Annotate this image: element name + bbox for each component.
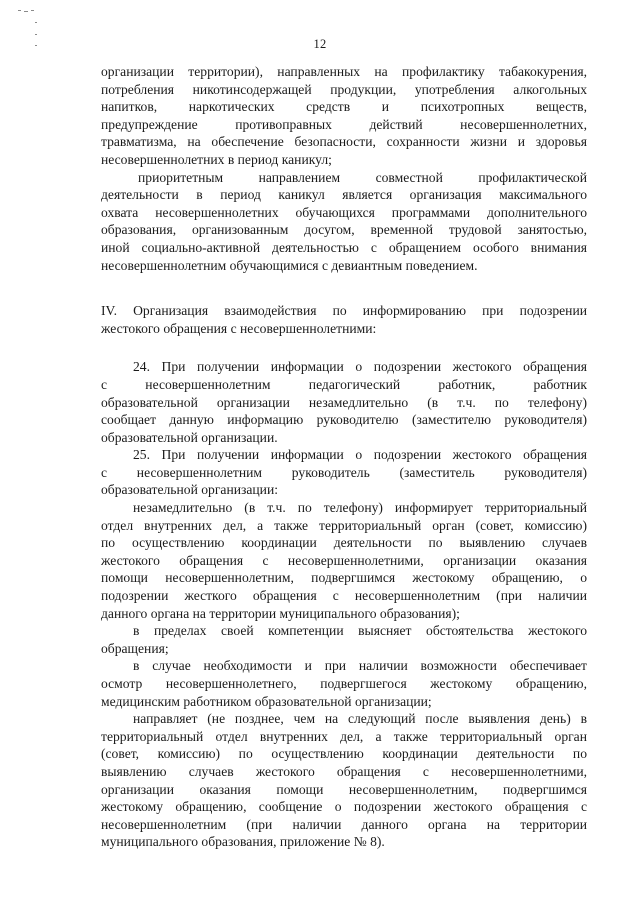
paragraph-25-clarify bbox=[101, 622, 587, 657]
text-line: жестокого обращения с несовершеннолетними, организации оказания bbox=[101, 552, 587, 568]
text-line: по осуществлению координации деятельности по выявлению случаев bbox=[101, 535, 587, 551]
paragraph-priority-direction bbox=[101, 169, 587, 275]
paragraph-prevention-activities bbox=[101, 63, 587, 169]
text-line: образовательной организации: bbox=[101, 482, 279, 498]
text-line: данного органа на территории муниципального образования); bbox=[101, 605, 460, 621]
text-line: осмотр несовершеннолетнего, подвергшегося жестокому обращению, bbox=[101, 676, 587, 691]
text-line: отдел внутренних дел, а также территориальный орган (совет, комиссию) bbox=[101, 517, 587, 533]
text-line: медицинским работником образовательной организации; bbox=[101, 693, 432, 709]
text-line: (совет, комиссию) по осуществлению координации деятельности по bbox=[101, 746, 587, 762]
text-line: несовершеннолетним (при наличии данного органа на территории bbox=[101, 816, 587, 832]
text-line: образовательной организации. bbox=[101, 429, 278, 445]
text-line: охвата несовершеннолетних обучающихся программами дополнительного bbox=[101, 204, 587, 220]
text-line: потребления никотинсодержащей продукции, употребления алкогольных bbox=[101, 81, 587, 97]
text-line: организации территории), направленных на профилактику табакокурения, bbox=[101, 64, 587, 79]
text-line: несовершеннолетним обучающимися с девиантным поведением. bbox=[101, 257, 478, 273]
page-number: 12 bbox=[313, 37, 327, 51]
text-line: в случае необходимости и при наличии возможности обеспечивает bbox=[133, 658, 587, 674]
text-line: приоритетным направлением совместной профилактической bbox=[138, 169, 587, 185]
text-line: травматизма, на обеспечение безопасности, сохранности жизни и здоровья bbox=[101, 134, 587, 150]
text-line: с несовершеннолетним руководитель (заместитель руководителя) bbox=[101, 464, 587, 480]
paragraph-24 bbox=[101, 358, 587, 446]
text-line: организации оказания помощи несовершеннолетним, подвергшимся bbox=[101, 781, 587, 797]
heading-line: жестокого обращения с несовершеннолетними: bbox=[101, 320, 377, 336]
text-line: обращения; bbox=[101, 640, 169, 656]
paragraph-25-inform bbox=[101, 499, 587, 622]
text-line: направляет (не позднее, чем на следующий после выявления день) в bbox=[133, 711, 587, 727]
text-line: муниципального образования, приложение № 8). bbox=[101, 834, 385, 850]
text-line: 24. При получении информации о подозрении жестокого обращения bbox=[133, 359, 587, 375]
text-line: 25. При получении информации о подозрении жестокого обращения bbox=[133, 447, 587, 463]
text-line: деятельности в период каникул является организация максимального bbox=[101, 187, 587, 203]
spacer bbox=[101, 274, 587, 302]
text-line: с несовершеннолетним педагогический работник, работник bbox=[101, 376, 587, 392]
section-heading bbox=[101, 302, 587, 337]
paragraph-25-examination bbox=[101, 657, 587, 710]
text-line: в пределах своей компетенции выясняет обстоятельства жестокого bbox=[133, 623, 587, 639]
text-line: сообщает данную информацию руководителю (заместителю руководителя) bbox=[101, 412, 587, 428]
paragraph-25-report bbox=[101, 710, 587, 851]
text-line: напитков, наркотических средств и психотропных веществ, bbox=[101, 99, 587, 115]
text-line: территориальный отдел внутренних дел, а также территориальный орган bbox=[101, 728, 587, 744]
text-line: помощи несовершеннолетним, подвергшимся жестокому обращению, о bbox=[101, 570, 587, 586]
text-line: несовершеннолетних в период каникул; bbox=[101, 151, 332, 167]
text-line: незамедлительно (в т.ч. по телефону) информирует территориальный bbox=[133, 500, 587, 516]
text-line: выявлению случаев жестокого обращения с несовершеннолетними, bbox=[101, 763, 587, 779]
spacer bbox=[101, 337, 587, 358]
text-line: предупреждение противоправных действий несовершеннолетних, bbox=[101, 116, 587, 132]
text-line: образовательной организации незамедлительно (в т.ч. по телефону) bbox=[101, 394, 587, 410]
heading-line: IV. Организация взаимодействия по информированию при подозрении bbox=[101, 303, 587, 319]
text-line: жестокому обращению, сообщение о подозрении жестокого обращения с bbox=[101, 799, 587, 815]
document-body bbox=[101, 63, 587, 851]
text-line: подозрении жесткого обращения с несовершеннолетним (при наличии bbox=[101, 588, 587, 604]
text-line: иной социально-активной деятельностью с обращением особого внимания bbox=[101, 239, 587, 255]
text-line: образования, организованным досугом, временной трудовой занятостью, bbox=[101, 222, 587, 238]
paragraph-25 bbox=[101, 446, 587, 499]
